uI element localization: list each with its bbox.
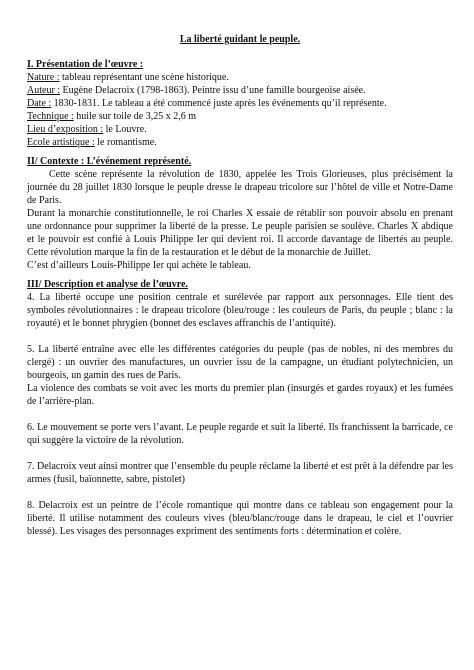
context-paragraph-1: Cette scène représente la révolution de 1830, appelée les Trois Glorieuses, plus précisément la journée du 28 juillet 1830 lorsque le peuple dresse le drapeau tricolore sur l’hôtel de ville et Notre-Dame de Paris. xyxy=(27,169,453,206)
context-paragraph-2: Durant la monarchie constitutionnelle, le roi Charles X essaie de rétablir son pouvoir absolu en prenant une ordonnance pour supprimer la liberté de la presse. Le peuple parisien se soulève. Charles X abdique et le pouvoir est confié à Louis Philippe Ier qui devient roi. Il accorde davantage de libertés au peuple. Cette révolution marque la fin de la restauration et le début de la monarchie de Juillet. xyxy=(27,208,453,258)
school-value: le romantisme. xyxy=(94,137,157,148)
technique-label: Technique : xyxy=(27,111,74,122)
technique-row xyxy=(27,110,453,123)
analysis-item-5-continued: La violence des combats se voit avec les morts du premier plan (insurgés et gardes royaux) et les fumées de l’arrière-plan. xyxy=(27,383,453,407)
nature-label: Nature : xyxy=(27,72,60,83)
section-3-heading: III/ Description et analyse de l’œuvre. xyxy=(27,279,188,290)
location-row xyxy=(27,123,453,136)
analysis-item-6: 6. Le mouvement se porte vers l’avant. Le peuple regarde et suit la liberté. Ils franchissent la barricade, ce qui suggère la victoire de la révolution. xyxy=(27,422,453,446)
document-title: La liberté guidant le peuple. xyxy=(179,34,301,45)
analysis-item-7: 7. Delacroix veut ainsi montrer que l’ensemble du peuple réclame la liberté et est prêt à la défendre par les armes (fusil, baïonnette, sabre, pistolet) xyxy=(27,461,453,485)
author-row xyxy=(27,84,453,97)
school-label: Ecole artistique : xyxy=(27,137,95,148)
analysis-item-8: 8. Delacroix est un peintre de l’école romantique qui montre dans ce tableau son engagement pour la liberté. Il utilise notamment des couleurs vives (bleu/blanc/rouge dans le drapeau, le ciel et l’ouvrier blessé). Les visages des personnages expriment des sentiments forts : détermination et colère. xyxy=(27,500,453,537)
analysis-item-4: 4. La liberté occupe une position centrale et surélevée par rapport aux personnages. Elle tient des symboles révolutionnaires : le drapeau tricolore (bleu/rouge : les couleurs de Paris, du peuple ; blanc : la royauté) et le bonnet phrygien (bonnet des esclaves affranchis de l’antiquité). xyxy=(27,292,453,329)
location-label: Lieu d’exposition : xyxy=(27,124,104,135)
date-value: 1830-1831. Le tableau a été commencé juste après les événements qu’il représente. xyxy=(51,98,387,109)
technique-value: huile sur toile de 3,25 x 2,6 m xyxy=(73,111,197,122)
author-label: Auteur : xyxy=(27,85,61,96)
context-paragraph-3: C’est d’ailleurs Louis-Philippe Ier qui achète le tableau. xyxy=(27,260,251,271)
date-label: Date : xyxy=(27,98,52,109)
analysis-item-5: 5. La liberté entraîne avec elle les différentes catégories du peuple (pas de nobles, ni des membres du clergé) : un ouvrier des manufactures, un ouvrier issu de la campagne, un étudiant polytechnicien, un bourgeois, un gamin des rues de Paris. xyxy=(27,344,453,381)
author-value: Eugène Delacroix (1798-1863). Peintre issu d’une famille bourgeoise aisée. xyxy=(60,85,366,96)
section-2-heading: II/ Contexte : L’événement représenté. xyxy=(27,156,192,167)
nature-row xyxy=(27,71,453,84)
location-value: le Louvre. xyxy=(103,124,147,135)
section-1-heading: I. Présentation de l’œuvre : xyxy=(27,59,144,70)
nature-value: tableau représentant une scène historique. xyxy=(59,72,229,83)
school-row xyxy=(27,136,453,149)
date-row xyxy=(27,97,453,110)
